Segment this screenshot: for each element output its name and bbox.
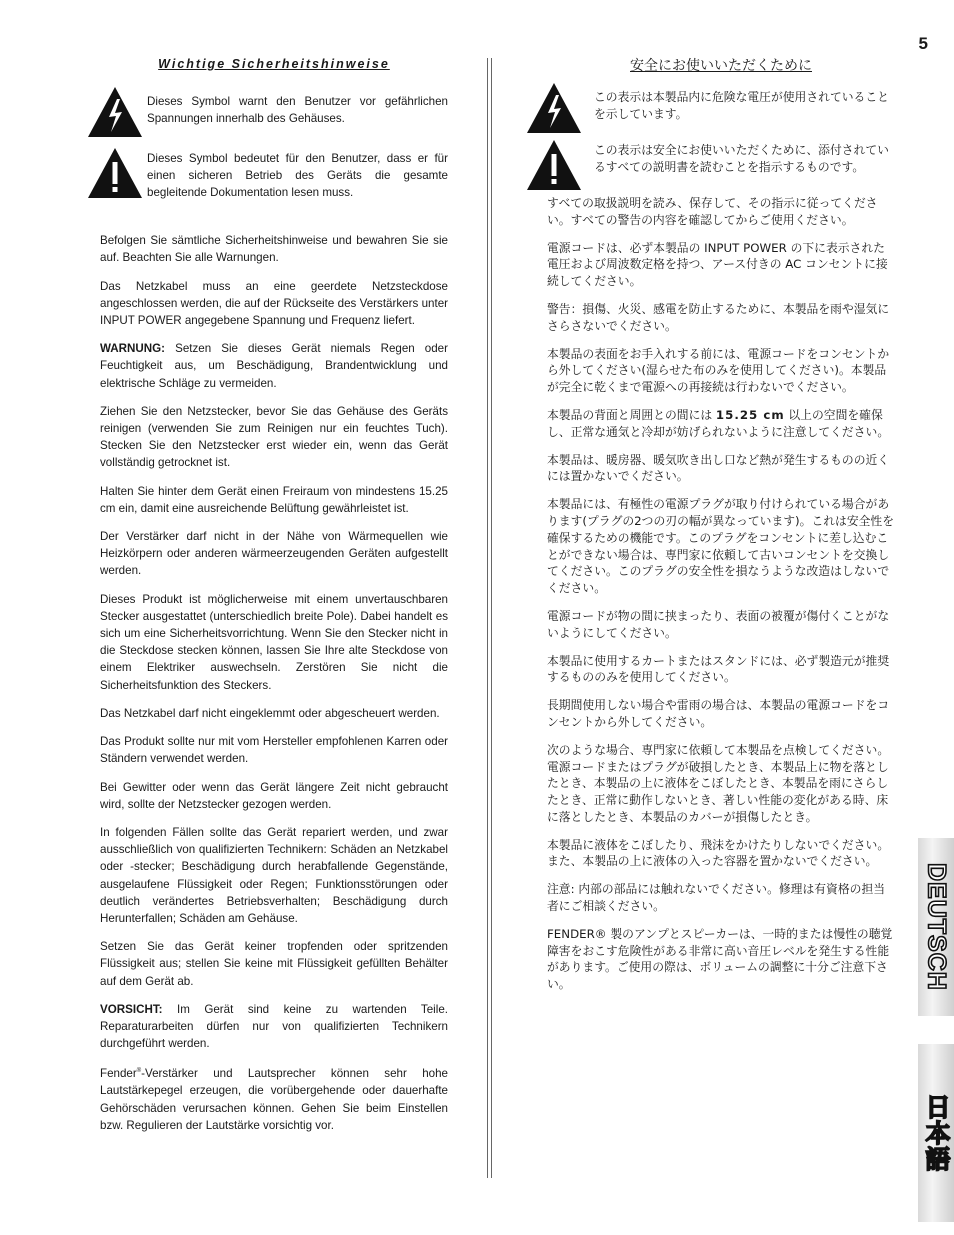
german-paragraph-7: Dieses Produkt ist möglicherweise mit einem unvertauschbaren Stecker ausgestattet (unterschiedlich breite Pole). Dabei handelt es sich um eine Sicherheitsvorrichtung. Wenn Sie den Stecker nicht in die Steckdose stecken können, lassen Sie Ihre alte Steckdose von einem Elektriker auswechseln. Zerstören Sie nicht die Sicherheitsfunktion des Steckers. bbox=[100, 592, 448, 692]
japanese-paragraph-14 bbox=[547, 926, 895, 993]
japanese-paragraph-13: 注意: 内部の部品には触れないでください。修理は有資格の担当者にご相談ください。 bbox=[547, 882, 886, 914]
japanese-column bbox=[547, 58, 895, 1004]
japanese-lightning-symbol-row bbox=[547, 89, 895, 123]
exclamation-warning-icon bbox=[525, 138, 583, 197]
german-registered-mark: ® bbox=[136, 1068, 142, 1075]
german-caution-text: Im Gerät sind keine zu wartenden Teile. Reparaturarbeiten dürfen nur von qualifizierten Technikern durchgeführt werden. bbox=[100, 1002, 448, 1051]
german-warning-label: WARNUNG: bbox=[100, 342, 166, 356]
japanese-paragraph-2: 電源コードは、必ず本製品の INPUT POWER の下に表示された電圧および周波数定格を持つ、アース付きの AC コンセントに接続してください。 bbox=[547, 240, 888, 289]
german-paragraph-1: Befolgen Sie sämtliche Sicherheitshinweise und bewahren Sie sie auf. Beachten Sie alle Warnungen. bbox=[100, 234, 448, 265]
japanese-paragraph-12: 本製品に液体をこぼしたり、飛沫をかけたりしないでください。また、本製品の上に液体の入った容器を置かないでください。 bbox=[547, 837, 890, 869]
japanese-paragraph-11: 次のような場合、専門家に依頼して本製品を点検してください。電源コードまたはプラグが破損したとき、本製品上に物を落としたとき、本製品の上に液体をこぼしたとき、本製品を雨にさらしたとき、正常に動作しないとき、著しい性能の変化がある時、床に落としたとき、本製品のカバーが損傷したとき。 bbox=[547, 742, 890, 824]
german-exclamation-text: Dieses Symbol bedeutet für den Benutzer, dass er für einen sicheren Betrieb des Geräts die gesamte begleitende Dokumentation lesen muss. bbox=[147, 151, 448, 200]
japanese-fender-text: 製のアンプとスピーカーは、一時的または慢性の聴覚障害をおこす危険性がある非常に高い音圧レベルを発生する性能があります。ご使用の際は、ボリュームの調整に十分ご注意下さい。 bbox=[547, 926, 893, 992]
japanese-language-tab bbox=[918, 1044, 954, 1222]
german-paragraph-2: Das Netzkabel muss an eine geerdete Netzsteckdose angeschlossen werden, die auf der Rückseite des Verstärkers unter INPUT POWER angegebene Spannung und Frequenz liefert. bbox=[100, 279, 448, 328]
japanese-paragraph-7: 本製品には、有極性の電源プラグが取り付けられている場合があります(プラグの2つの刃の幅が異なっています)。これは安全性を確保するための機能です。このプラグをコンセントに差し込むことができない場合は、専門家に依頼して古いコンセントを交換してください。このプラグの安全性を損なうような改造はしないでください。 bbox=[547, 497, 895, 596]
german-paragraph-4: Ziehen Sie den Netzstecker, bevor Sie das Gehäuse des Geräts reinigen (verwenden Sie zum Reinigen nur ein feuchtes Tuch). Stecken Sie den Netzstecker erst wieder ein, wenn das Gerät vollständig getrocknet ist. bbox=[100, 404, 448, 470]
german-fender-text: -Verstärker und Lautsprecher können sehr hohe Lautstärkepegel erzeugen, die vorübergehende oder dauerhafte Gehörschäden verursachen können. Gehen Sie beim Einstellen bzw. Regulieren der Lautstärke vorsichtig vor. bbox=[100, 1067, 448, 1132]
german-paragraph-11: In folgenden Fällen sollte das Gerät repariert werden, und zwar ausschließlich von qualifizierten Technikern: Schäden an Netzkabel oder -stecker; Beschädigung durch herabfallende Gegenstände, ausgelaufene Flüssigkeit oder Regen; Funktionsstörungen oder deutlich verändertes Betriebsverhalten; Beschädigung durch Herunterfallen; Schäden am Gehäuse. bbox=[100, 825, 448, 925]
japanese-lightning-text: この表示は本製品内に危険な電圧が使用されていることを示しています。 bbox=[594, 89, 889, 121]
column-divider bbox=[487, 58, 492, 1178]
german-warning-text: Setzen Sie dieses Gerät niemals Regen oder Feuchtigkeit aus, um Beschädigung, Brandentwicklung und elektrische Schläge zu vermeiden. bbox=[100, 342, 448, 390]
japanese-paragraph-10: 長期間使用しない場合や雷雨の場合は、本製品の電源コードをコンセントから外してください。 bbox=[547, 698, 890, 729]
german-paragraph-13 bbox=[100, 1001, 448, 1053]
japanese-fender-brand: FENDER® bbox=[547, 926, 607, 941]
german-column bbox=[100, 56, 448, 1145]
japanese-exclamation-symbol-row bbox=[547, 142, 895, 176]
german-lightning-symbol-row bbox=[100, 93, 448, 127]
german-paragraph-8: Das Netzkabel darf nicht eingeklemmt oder abgescheuert werden. bbox=[100, 706, 440, 720]
lightning-warning-icon bbox=[86, 85, 144, 144]
german-title: Wichtige Sicherheitshinweise bbox=[158, 57, 390, 71]
japanese-clearance-post: 以上の空間を確保し、正常な通気と冷却が妨げられないように注意してください。 bbox=[547, 407, 890, 439]
japanese-paragraph-9: 本製品に使用するカートまたはスタンドには、必ず製造元が推奨するもののみを使用してください。 bbox=[547, 653, 890, 685]
deutsch-language-tab bbox=[918, 838, 954, 1016]
japanese-title: 安全にお使いいただくために bbox=[630, 58, 812, 74]
page-number: 5 bbox=[918, 34, 928, 53]
german-paragraph-14 bbox=[100, 1063, 448, 1134]
japanese-paragraph-3: 警告：損傷、火災、感電を防止するために、本製品を雨や湿気にさらさないでください。 bbox=[547, 301, 890, 333]
lightning-warning-icon bbox=[525, 81, 583, 140]
german-paragraph-3 bbox=[100, 340, 448, 392]
german-caution-label: VORSICHT: bbox=[100, 1002, 163, 1016]
exclamation-warning-icon bbox=[86, 146, 144, 205]
german-paragraph-12: Setzen Sie das Gerät keiner tropfenden oder spritzenden Flüssigkeit aus; stellen Sie keine mit Flüssigkeit gefüllten Behälter auf dem Gerät ab. bbox=[100, 940, 448, 988]
japanese-clearance-value: 15.25 cm bbox=[715, 407, 785, 422]
german-paragraph-9: Das Produkt sollte nur mit vom Hersteller empfohlenen Karren oder Ständern verwendet werden. bbox=[100, 735, 448, 766]
japanese-paragraph-6: 本製品は、暖房器、暖気吹き出し口など熱が発生するものの近くには置かないでください。 bbox=[547, 452, 890, 484]
japanese-paragraph-8: 電源コードが物の間に挟まったり、表面の被覆が傷付くことがないようにしてください。 bbox=[547, 608, 890, 640]
german-exclamation-symbol-row bbox=[100, 150, 448, 202]
german-paragraph-6: Der Verstärker darf nicht in der Nähe von Wärmequellen wie Heizkörpern oder anderen wärmeerzeugenden Geräten aufgestellt werden. bbox=[100, 530, 448, 578]
japanese-paragraph-4: 本製品の表面をお手入れする前には、電源コードをコンセントから外してください(湿らせた布のみを使用してください)。本製品が完全に乾くまで電源への再接続は行わないでください。 bbox=[547, 346, 890, 395]
japanese-paragraph-1: すべての取扱説明を読み、保存して、その指示に従ってください。すべての警告の内容を確認してからご使用ください。 bbox=[547, 195, 878, 227]
deutsch-tab-label: DEUTSCH bbox=[922, 863, 951, 991]
japanese-exclamation-text: この表示は安全にお使いいただくために、添付されているすべての説明書を読むことを指示するものです。 bbox=[594, 143, 889, 175]
japanese-clearance-pre: 本製品の背面と周囲との間には bbox=[547, 407, 716, 422]
japanese-tab-label: 日本語 bbox=[922, 1094, 950, 1172]
japanese-paragraph-5 bbox=[547, 407, 895, 441]
german-paragraph-5: Halten Sie hinter dem Gerät einen Freiraum von mindestens 15.25 cm ein, damit eine ausreichende Belüftung gewährleistet ist. bbox=[100, 484, 448, 515]
german-paragraph-10: Bei Gewitter oder wenn das Gerät längere Zeit nicht gebraucht wird, sollte der Netzstecker gezogen werden. bbox=[100, 780, 448, 811]
german-lightning-text: Dieses Symbol warnt den Benutzer vor gefährlichen Spannungen innerhalb des Gehäuses. bbox=[147, 95, 448, 126]
german-fender-brand: Fender bbox=[100, 1067, 137, 1081]
